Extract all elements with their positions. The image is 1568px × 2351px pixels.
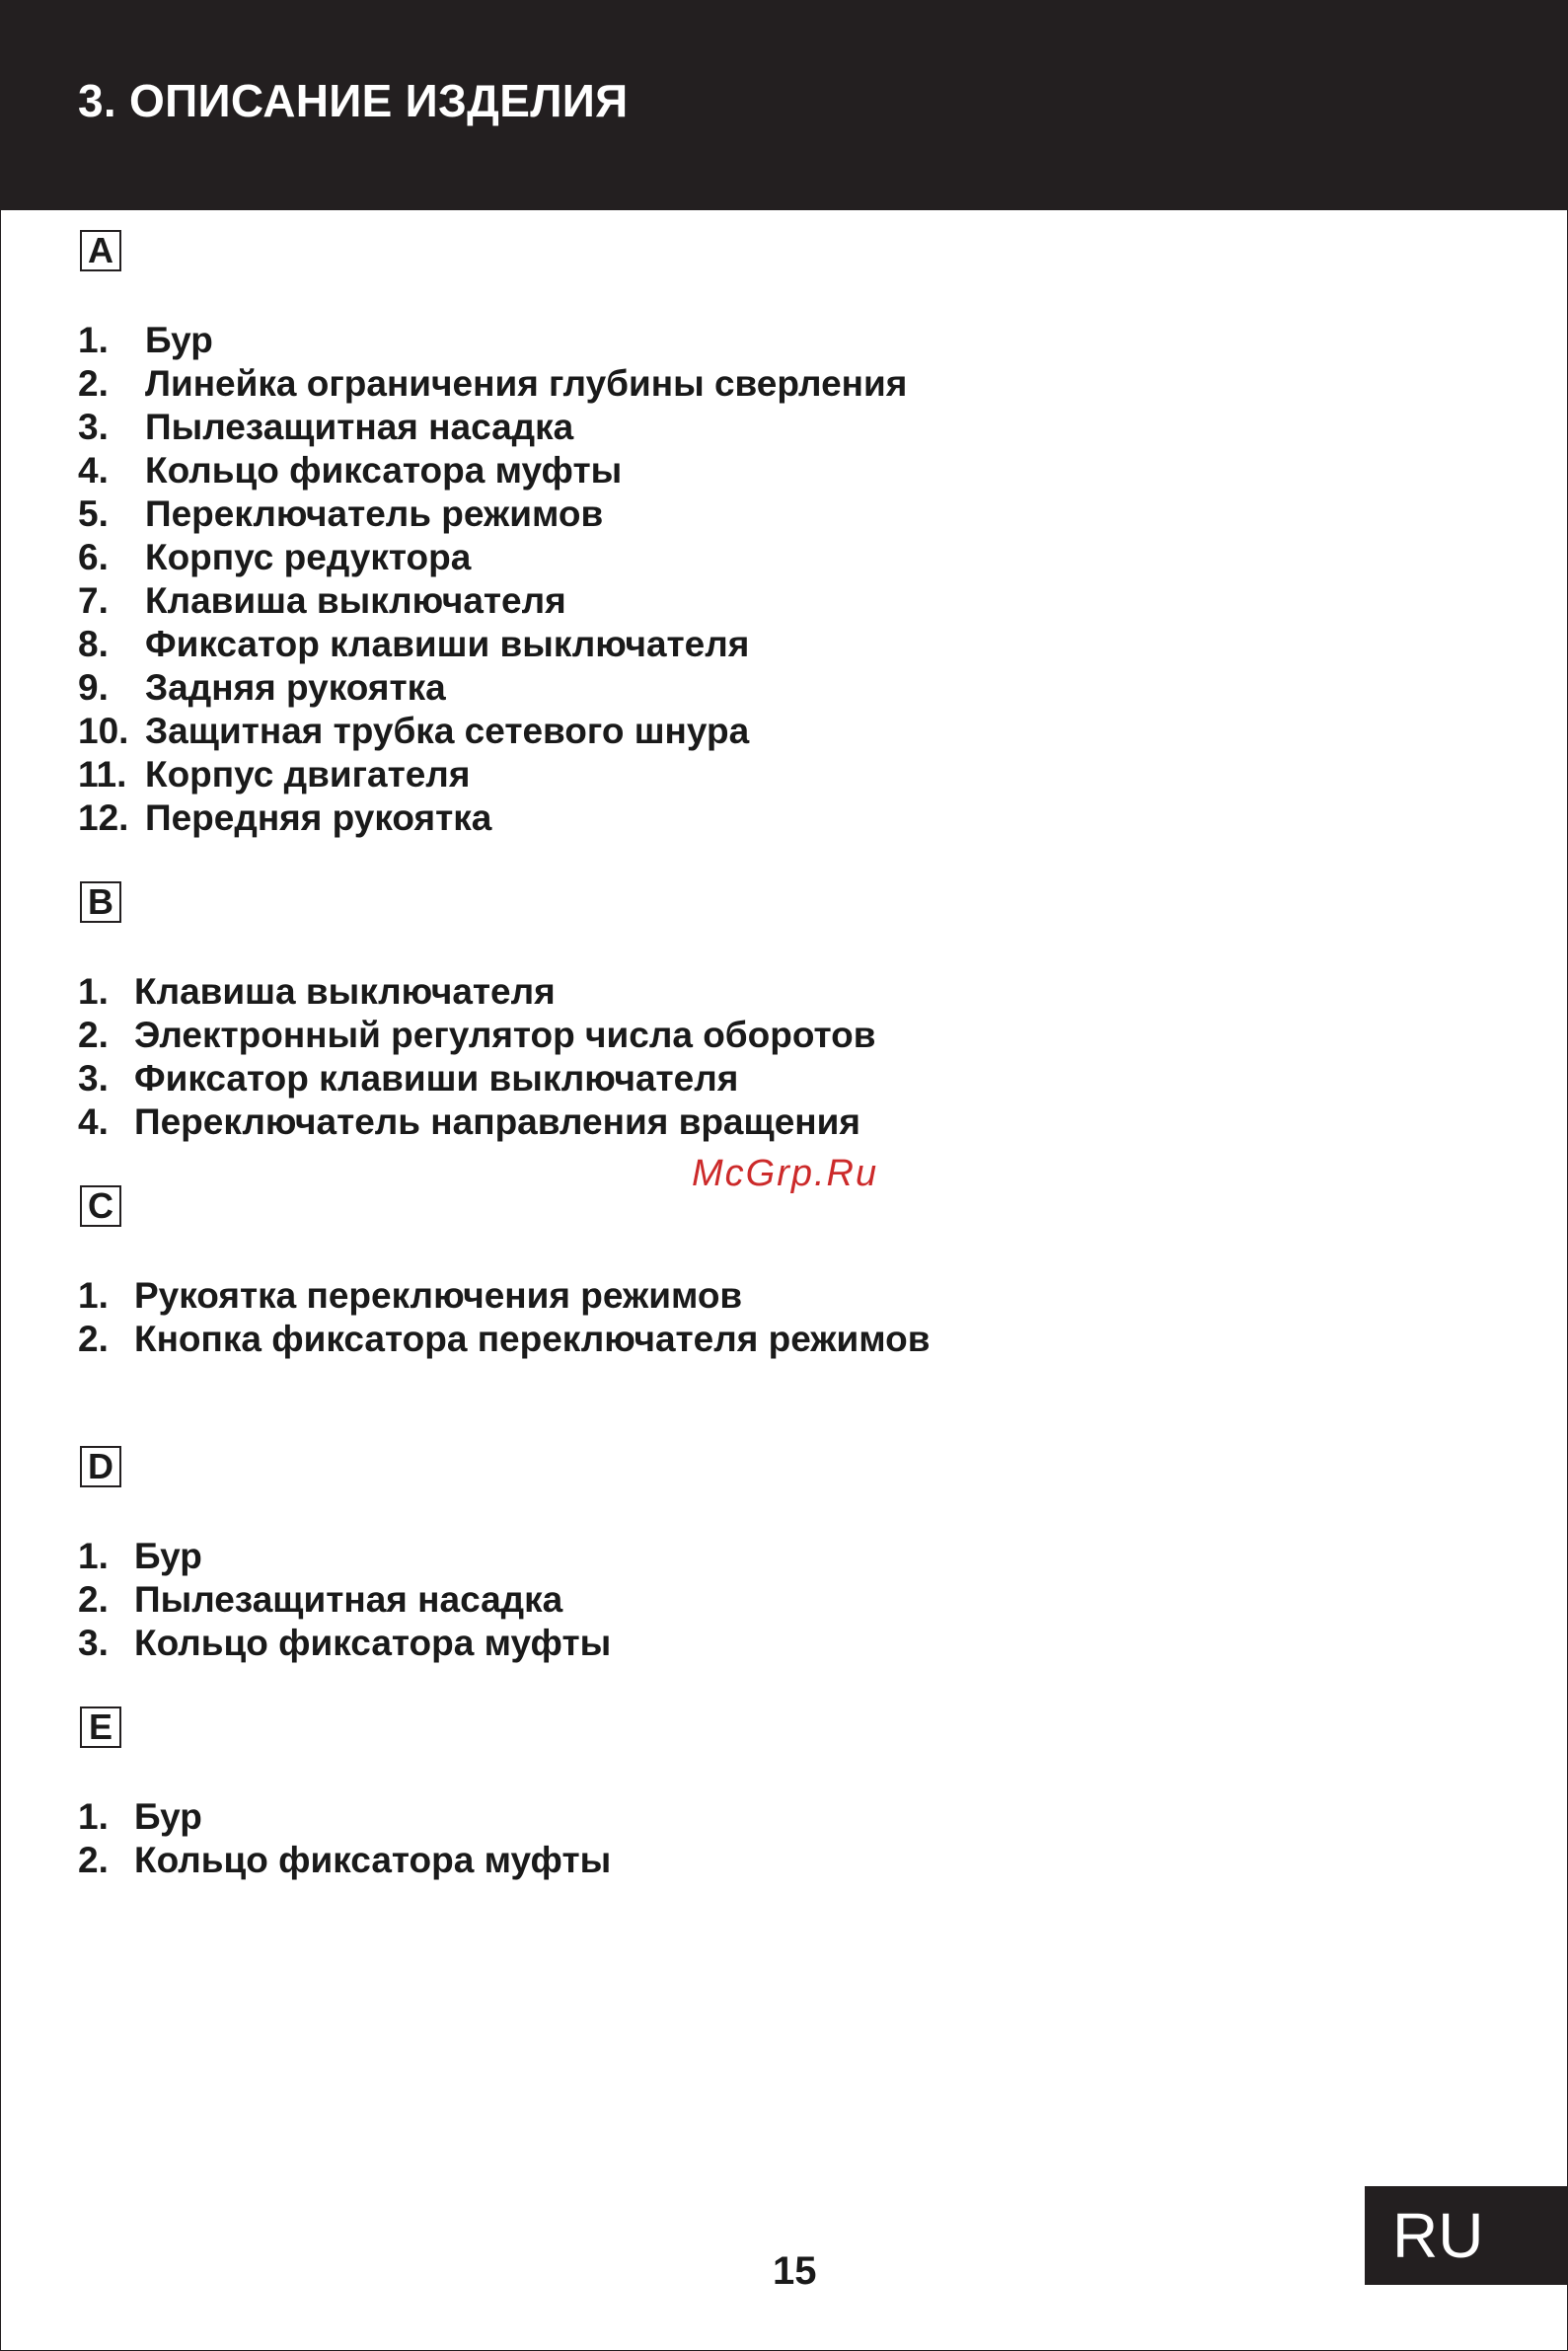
language-label: RU bbox=[1392, 2200, 1484, 2271]
list-item bbox=[78, 1014, 876, 1057]
section-label-d: D bbox=[80, 1446, 121, 1487]
list-item bbox=[78, 1578, 611, 1622]
section-b-list bbox=[78, 970, 876, 1144]
list-item bbox=[78, 1839, 611, 1882]
page-number: 15 bbox=[773, 2249, 817, 2293]
list-item bbox=[78, 1622, 611, 1665]
item-text: Клавиша выключателя bbox=[134, 971, 556, 1012]
item-number: 1. bbox=[78, 320, 109, 360]
item-text: Фиксатор клавиши выключателя bbox=[145, 624, 750, 664]
item-number: 2. bbox=[78, 1319, 109, 1359]
section-c-list bbox=[78, 1274, 931, 1361]
item-text: Переключатель направления вращения bbox=[134, 1101, 860, 1142]
list-item bbox=[78, 666, 907, 710]
item-number: 8. bbox=[78, 624, 109, 664]
item-text: Защитная трубка сетевого шнура bbox=[145, 711, 750, 751]
list-item bbox=[78, 406, 907, 449]
item-number: 2. bbox=[78, 363, 109, 404]
list-item bbox=[78, 536, 907, 579]
item-text: Кнопка фиксатора переключателя режимов bbox=[134, 1319, 931, 1359]
item-text: Передняя рукоятка bbox=[145, 797, 492, 838]
page-header bbox=[1, 1, 1567, 210]
item-text: Кольцо фиксатора муфты bbox=[134, 1840, 612, 1880]
section-a-list bbox=[78, 319, 907, 840]
item-number: 7. bbox=[78, 580, 109, 621]
item-text: Бур bbox=[134, 1536, 202, 1576]
list-item bbox=[78, 623, 907, 666]
item-text: Линейка ограничения глубины сверления bbox=[145, 363, 908, 404]
item-number: 1. bbox=[78, 971, 109, 1012]
item-number: 6. bbox=[78, 537, 109, 577]
list-item bbox=[78, 319, 907, 362]
item-text: Бур bbox=[145, 320, 213, 360]
list-item bbox=[78, 753, 907, 796]
list-item bbox=[78, 493, 907, 536]
item-number: 12. bbox=[78, 797, 129, 838]
language-badge bbox=[1365, 2186, 1567, 2285]
section-label-c: C bbox=[80, 1185, 121, 1227]
item-number: 2. bbox=[78, 1840, 109, 1880]
list-item bbox=[78, 449, 907, 493]
item-number: 10. bbox=[78, 711, 129, 751]
item-text: Бур bbox=[134, 1796, 202, 1837]
item-text: Кольцо фиксатора муфты bbox=[145, 450, 623, 491]
list-item bbox=[78, 362, 907, 406]
item-text: Задняя рукоятка bbox=[145, 667, 446, 708]
section-label-e: E bbox=[80, 1706, 121, 1748]
list-item bbox=[78, 1100, 876, 1144]
item-number: 3. bbox=[78, 1623, 109, 1663]
list-item bbox=[78, 1318, 931, 1361]
section-d-list bbox=[78, 1535, 611, 1665]
item-text: Пылезащитная насадка bbox=[145, 407, 574, 447]
item-number: 2. bbox=[78, 1579, 109, 1620]
item-text: Переключатель режимов bbox=[145, 493, 604, 534]
item-number: 4. bbox=[78, 1101, 109, 1142]
item-number: 2. bbox=[78, 1015, 109, 1055]
list-item bbox=[78, 796, 907, 840]
list-item bbox=[78, 710, 907, 753]
item-number: 1. bbox=[78, 1275, 109, 1316]
section-e-list bbox=[78, 1795, 611, 1882]
item-text: Корпус двигателя bbox=[145, 754, 471, 795]
watermark-text: McGrp.Ru bbox=[692, 1153, 879, 1194]
item-number: 1. bbox=[78, 1536, 109, 1576]
item-number: 9. bbox=[78, 667, 109, 708]
item-number: 1. bbox=[78, 1796, 109, 1837]
item-text: Фиксатор клавиши выключателя bbox=[134, 1058, 739, 1099]
list-item bbox=[78, 1795, 611, 1839]
item-number: 4. bbox=[78, 450, 109, 491]
section-label-b: B bbox=[80, 881, 121, 923]
list-item bbox=[78, 1057, 876, 1100]
item-text: Пылезащитная насадка bbox=[134, 1579, 563, 1620]
list-item bbox=[78, 1274, 931, 1318]
item-text: Клавиша выключателя bbox=[145, 580, 566, 621]
item-number: 5. bbox=[78, 493, 109, 534]
item-text: Электронный регулятор числа оборотов bbox=[134, 1015, 876, 1055]
list-item bbox=[78, 579, 907, 623]
page-title: 3. ОПИСАНИЕ ИЗДЕЛИЯ bbox=[78, 75, 629, 126]
item-text: Рукоятка переключения режимов bbox=[134, 1275, 743, 1316]
item-number: 11. bbox=[78, 754, 127, 795]
item-number: 3. bbox=[78, 1058, 109, 1099]
item-text: Кольцо фиксатора муфты bbox=[134, 1623, 612, 1663]
section-label-a: A bbox=[80, 230, 121, 271]
list-item bbox=[78, 970, 876, 1014]
list-item bbox=[78, 1535, 611, 1578]
item-text: Корпус редуктора bbox=[145, 537, 472, 577]
item-number: 3. bbox=[78, 407, 109, 447]
